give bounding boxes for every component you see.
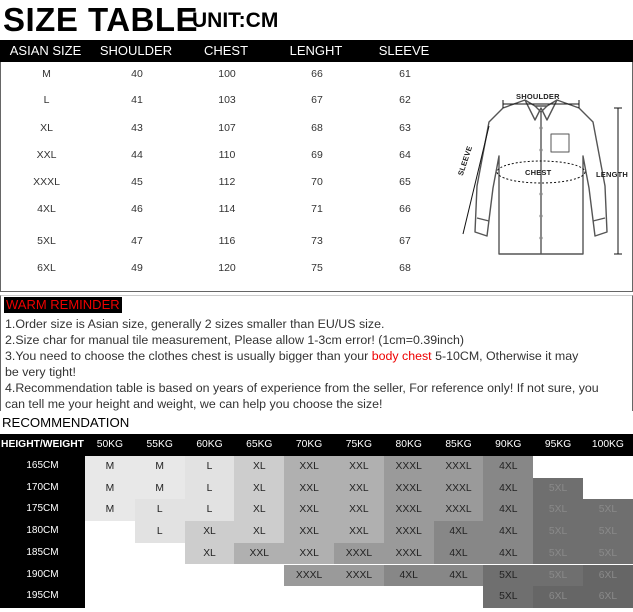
size-value: 68	[399, 262, 411, 274]
recommendation-cell: M	[135, 478, 185, 500]
recommendation-cell: 4XL	[483, 456, 533, 478]
size-label: XXL	[36, 149, 57, 161]
size-value: 70	[311, 176, 323, 188]
page-title: SIZE TABLE	[3, 1, 199, 38]
recommendation-cell: XXL	[284, 499, 334, 521]
recommendation-cell: XL	[185, 543, 235, 565]
size-value: 66	[311, 68, 323, 80]
length-label: LENGTH	[596, 170, 629, 179]
recommendation-cell: 4XL	[483, 499, 533, 521]
size-value: 66	[399, 203, 411, 215]
recommendation-cell: 5XL	[583, 499, 633, 521]
reminder-line-4-cont: can tell me your height and weight, we can help you choose the size!	[5, 397, 383, 411]
recommendation-cell: XL	[185, 521, 235, 543]
recommendation-cell: XXXL	[434, 478, 484, 500]
recommendation-cell: 5XL	[533, 521, 583, 543]
height-label: 175CM	[26, 503, 59, 515]
recommendation-cell: XXL	[234, 543, 284, 565]
chest-label: CHEST	[525, 168, 552, 177]
recommendation-cell: XXXL	[284, 565, 334, 587]
recommendation-cell: 4XL	[434, 521, 484, 543]
recommendation-cell: 5XL	[533, 478, 583, 500]
recommendation-cell: L	[185, 499, 235, 521]
size-value: 67	[311, 94, 323, 106]
recommendation-cell: XXL	[284, 456, 334, 478]
weight-header: 70KG	[295, 439, 323, 450]
recommendation-cell: XXXL	[384, 543, 434, 565]
recommendation-cell: XXL	[284, 543, 334, 565]
recommendation-cell: XXXL	[384, 499, 434, 521]
recommendation-cell: XXXL	[434, 456, 484, 478]
recommendation-cell: L	[185, 456, 235, 478]
size-value: 40	[131, 68, 143, 80]
size-value: 120	[218, 262, 236, 274]
size-label: 6XL	[37, 262, 56, 274]
weight-header: 80KG	[395, 439, 422, 450]
recommendation-cell: XXL	[334, 456, 384, 478]
size-label: L	[43, 94, 50, 106]
size-value: 107	[218, 122, 236, 134]
recommendation-cell: 5XL	[583, 543, 633, 565]
recommendation-cell: L	[135, 499, 185, 521]
recommendation-cell: 5XL	[483, 586, 533, 608]
size-value: 63	[399, 122, 411, 134]
weight-header: 55KG	[146, 439, 173, 450]
recommendation-cell: XL	[234, 499, 284, 521]
recommendation-cell: 4XL	[434, 565, 484, 587]
size-value: 100	[218, 68, 236, 80]
recommendation-cell: L	[185, 478, 235, 500]
size-value: 67	[399, 235, 411, 247]
col-asian-size: ASIAN SIZE	[9, 43, 82, 58]
size-label: M	[42, 68, 51, 80]
weight-header: 100KG	[591, 439, 624, 450]
recommendation-cell: 5XL	[533, 543, 583, 565]
unit-label: UNIT:CM	[192, 9, 279, 32]
recommendation-cell: XXL	[284, 521, 334, 543]
weight-header: 90KG	[495, 439, 522, 450]
size-value: 43	[131, 122, 143, 134]
recommendation-cell: 4XL	[483, 521, 533, 543]
reminder-line-4: 4.Recommendation table is based on years of experience from the seller, For reference only! If not sure, you	[5, 381, 599, 395]
height-label: 195CM	[26, 590, 59, 602]
size-value: 68	[311, 122, 323, 134]
size-value: 62	[399, 94, 411, 106]
reminder-line-2: 2.Size char for manual tile measurement, Please allow 1-3cm error! (1cm=0.39inch)	[5, 333, 464, 347]
recommendation-cell: 6XL	[583, 586, 633, 608]
size-value: 47	[131, 235, 143, 247]
recommendation-cell: XXL	[334, 499, 384, 521]
body-chest-highlight: body chest	[371, 349, 432, 363]
col-sleeve: SLEEVE	[378, 43, 430, 58]
recommendation-cell: XXXL	[334, 543, 384, 565]
weight-header: 60KG	[196, 439, 223, 450]
size-value: 69	[311, 149, 323, 161]
size-value: 45	[131, 176, 143, 188]
recommendation-cell: 4XL	[483, 478, 533, 500]
weight-header: 65KG	[246, 439, 273, 450]
size-value: 61	[399, 68, 411, 80]
recommendation-cell: 5XL	[483, 565, 533, 587]
recommendation-cell: XXXL	[384, 478, 434, 500]
recommendation-header	[0, 434, 633, 456]
size-value: 44	[131, 149, 143, 161]
recommendation-cell: XXL	[334, 478, 384, 500]
size-value: 114	[218, 203, 236, 215]
size-label: XL	[40, 122, 53, 134]
weight-header: 50KG	[96, 439, 124, 450]
height-label: 180CM	[26, 525, 59, 537]
size-value: 103	[218, 94, 236, 106]
recommendation-cell: XL	[234, 521, 284, 543]
recommendation-cell: M	[85, 478, 135, 500]
height-label: 190CM	[26, 568, 59, 580]
recommendation-cell: XXXL	[434, 499, 484, 521]
shirt-diagram	[455, 86, 633, 262]
reminder-line-1: 1.Order size is Asian size, generally 2 sizes smaller than EU/US size.	[5, 317, 385, 331]
reminder-line-3-cont: be very tight!	[5, 365, 76, 379]
recommendation-cell: 4XL	[434, 543, 484, 565]
size-label: 5XL	[37, 235, 56, 247]
weight-header: 85KG	[445, 439, 472, 450]
recommendation-cell: 6XL	[583, 565, 633, 587]
height-label: 165CM	[26, 460, 59, 471]
size-value: 41	[131, 94, 143, 106]
size-value: 110	[218, 149, 236, 161]
size-label: 4XL	[37, 203, 56, 215]
recommendation-cell: M	[135, 456, 185, 478]
size-label: XXXL	[33, 176, 60, 188]
col-chest: CHEST	[203, 43, 249, 58]
recommendation-cell: L	[135, 521, 185, 543]
warm-reminder-title: WARM REMINDER	[6, 297, 120, 312]
size-table-header	[0, 40, 633, 62]
recommendation-cell: 4XL	[384, 565, 434, 587]
size-value: 112	[218, 176, 236, 188]
recommendation-cell: M	[85, 499, 135, 521]
height-weight-corner: HEIGHT/WEIGHT	[1, 439, 84, 450]
col-length: LENGHT	[289, 43, 343, 58]
recommendation-cell: 5XL	[583, 521, 633, 543]
sleeve-label: SLEEVE	[456, 144, 475, 177]
recommendation-cell: 4XL	[483, 543, 533, 565]
size-value: 73	[311, 235, 323, 247]
weight-header: 95KG	[544, 439, 572, 450]
recommendation-cell: XXL	[334, 521, 384, 543]
recommendation-cell: 6XL	[533, 586, 583, 608]
weight-header: 75KG	[345, 439, 373, 450]
recommendation-cell: 5XL	[533, 565, 583, 587]
size-value: 65	[399, 176, 411, 188]
warm-reminder-box	[0, 295, 633, 411]
size-value: 75	[311, 262, 323, 274]
height-label: 170CM	[26, 481, 59, 493]
height-label: 185CM	[26, 546, 59, 558]
size-value: 71	[311, 203, 323, 215]
recommendation-title: RECOMMENDATION	[2, 415, 130, 430]
size-value: 64	[399, 149, 411, 161]
reminder-line-3: 3.You need to choose the clothes chest is usually bigger than your body chest 5-10CM, Otherwise it may	[5, 349, 579, 363]
recommendation-cell: 5XL	[533, 499, 583, 521]
size-value: 49	[131, 262, 143, 274]
size-value: 116	[218, 235, 236, 247]
recommendation-cell: XL	[234, 478, 284, 500]
recommendation-cell: XXXL	[384, 521, 434, 543]
height-column	[0, 456, 85, 608]
recommendation-cell: XL	[234, 456, 284, 478]
recommendation-cell: XXXL	[334, 565, 384, 587]
recommendation-cell: XXXL	[384, 456, 434, 478]
shoulder-label: SHOULDER	[516, 92, 560, 101]
col-shoulder: SHOULDER	[99, 43, 173, 58]
size-value: 46	[131, 203, 143, 215]
recommendation-cell: XXL	[284, 478, 334, 500]
recommendation-cell: M	[85, 456, 135, 478]
